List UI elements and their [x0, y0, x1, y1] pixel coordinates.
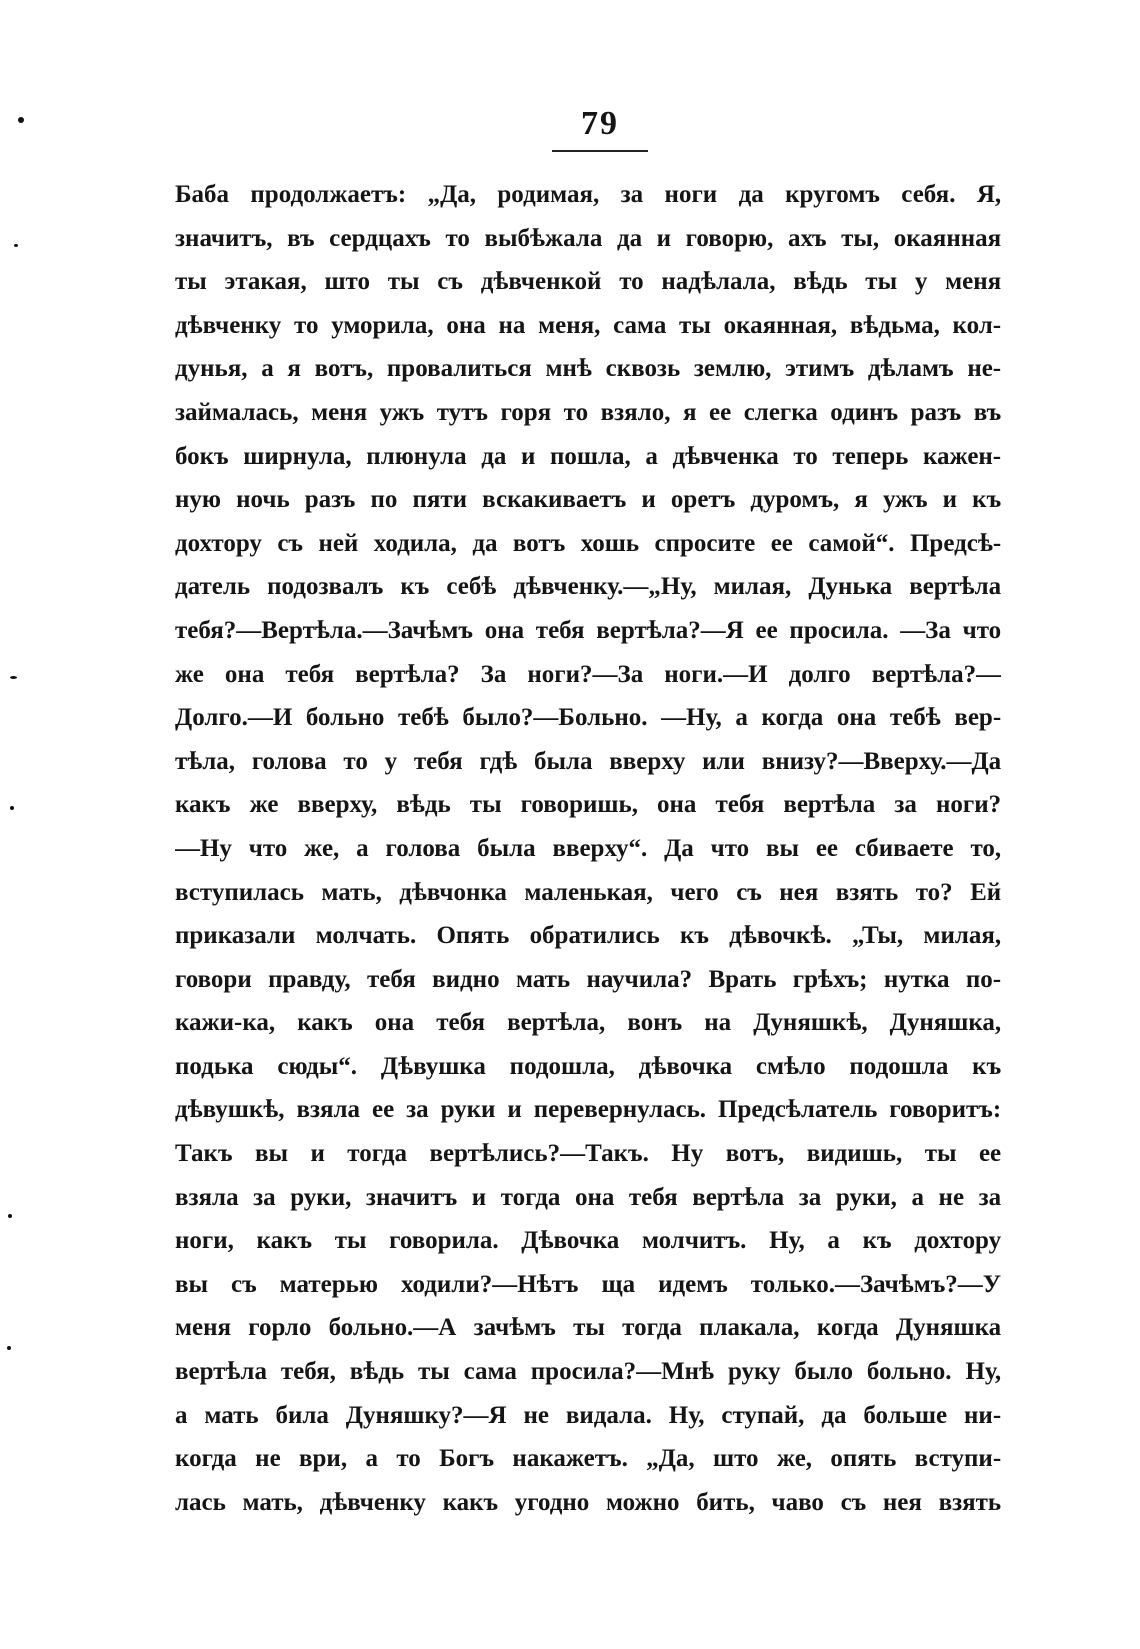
- margin-speck: [10, 806, 14, 810]
- margin-speck: [10, 676, 17, 679]
- text-line: говори правду, тебя видно мать научила? Врать грѣхъ; нутка по-: [175, 963, 1002, 993]
- margin-speck: [8, 1214, 12, 1218]
- text-line: значитъ, въ сердцахъ то выбѣжала да и говорю, ахъ ты, окаянная: [175, 222, 1002, 252]
- text-line: же она тебя вертѣла? За ноги?—За ноги.—И долго вертѣла?—: [175, 658, 1002, 688]
- text-line: а мать била Дуняшку?—Я не видала. Ну, ступай, да больше ни-: [175, 1399, 1002, 1429]
- text-line: ноги, какъ ты говорила. Дѣвочка молчитъ. Ну, а къ дохтору: [175, 1225, 1002, 1255]
- text-line: дѣвушкѣ, взяла ее за руки и перевернулась. Предсѣлатель говоритъ:: [175, 1094, 1002, 1124]
- page-number-rule: [552, 150, 648, 152]
- text-line: когда не ври, а то Богъ накажетъ. „Да, што же, опять вступи-: [175, 1443, 1002, 1473]
- text-line: бокъ ширнула, плюнула да и пошла, а дѣвченка то теперь кажен-: [175, 440, 1002, 470]
- text-line: —Ну что же, а голова была вверху“. Да что вы ее сбиваете то,: [175, 832, 1002, 862]
- text-line: меня горло больно.—А зачѣмъ ты тогда плакала, когда Дуняшка: [175, 1312, 1002, 1342]
- text-line: Долго.—И больно тебѣ было?—Больно. —Ну, а когда она тебѣ вер-: [175, 702, 1002, 732]
- page-number: 79: [581, 105, 619, 142]
- page-body-text: [175, 172, 1018, 1523]
- text-line: ты этакая, што ты съ дѣвченкой то надѣлала, вѣдь ты у меня: [175, 266, 1002, 296]
- margin-speck: [7, 1346, 11, 1350]
- text-line: тѣла, голова то у тебя гдѣ была вверху или внизу?—Вверху.—Да: [175, 745, 1002, 775]
- text-line: приказали молчать. Опять обратились къ дѣвочкѣ. „Ты, милая,: [175, 920, 1002, 950]
- text-line: дунья, а я вотъ, провалиться мнѣ сквозь землю, этимъ дѣламъ не-: [175, 353, 1002, 383]
- text-line: датель подозвалъ къ себѣ дѣвченку.—„Ну, милая, Дунька вертѣла: [175, 571, 1002, 601]
- text-line: Баба продолжаетъ: „Да, родимая, за ноги да кругомъ себя. Я,: [175, 179, 1002, 208]
- text-line: займалась, меня ужъ тутъ горя то взяло, я ее слегка одинъ разъ въ: [175, 396, 1002, 426]
- text-line: тебя?—Вертѣла.—Зачѣмъ она тебя вертѣла?—Я ее просила. —За что: [175, 614, 1002, 644]
- text-line: вы съ матерью ходили?—Нѣтъ ща идемъ только.—Зачѣмъ?—У: [175, 1268, 1002, 1298]
- text-line: дохтору съ ней ходила, да вотъ хошь спросите ее самой“. Предсѣ-: [175, 527, 1002, 557]
- text-line: ную ночь разъ по пяти вскакиваетъ и оретъ дуромъ, я ужъ и къ: [175, 484, 1002, 514]
- text-line: лась мать, дѣвченку какъ угодно можно бить, чаво съ нея взять: [175, 1486, 1002, 1516]
- text-line: дѣвченку то уморила, она на меня, сама ты окаянная, вѣдьма, кол-: [175, 309, 1002, 339]
- text-line: Такъ вы и тогда вертѣлись?—Такъ. Ну вотъ, видишь, ты ее: [175, 1138, 1002, 1168]
- margin-speck: [18, 117, 24, 123]
- text-line: подька сюды“. Дѣвушка подошла, дѣвочка смѣло подошла къ: [175, 1050, 1002, 1080]
- text-line: кажи-ка, какъ она тебя вертѣла, вонъ на Дуняшкѣ, Дуняшка,: [175, 1007, 1002, 1037]
- text-line: взяла за руки, значитъ и тогда она тебя вертѣла за руки, а не за: [175, 1181, 1002, 1211]
- text-line: вертѣла тебя, вѣдь ты сама просила?—Мнѣ руку было больно. Ну,: [175, 1356, 1002, 1386]
- margin-speck: [14, 244, 18, 247]
- text-line: какъ же вверху, вѣдь ты говоришь, она тебя вертѣла за ноги?: [175, 789, 1002, 819]
- text-line: вступилась мать, дѣвчонка маленькая, чего съ нея взять то? Ей: [175, 876, 1002, 906]
